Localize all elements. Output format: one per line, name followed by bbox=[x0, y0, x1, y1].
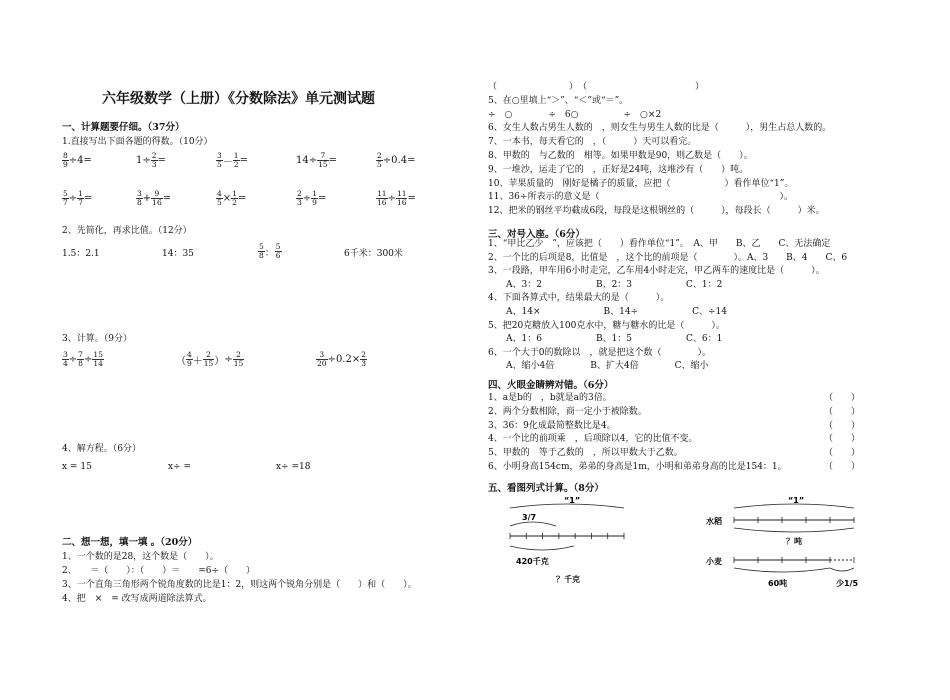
q1-rest: = bbox=[157, 155, 166, 166]
part3-heading: 三、对号入座。（6分） bbox=[488, 229, 585, 240]
part4-line-6 bbox=[488, 462, 860, 473]
part3-line-7: 5、把20克糖放入100克水中，糖与糖水的比是（ ）。 bbox=[488, 320, 725, 331]
diagram-2 bbox=[706, 494, 906, 594]
part3-line-5: 4、下面各算式中，结果最大的是（ ）。 bbox=[488, 293, 670, 304]
part5-heading: 五、看图列式计算。（8分） bbox=[488, 483, 604, 494]
q1-item-7 bbox=[136, 190, 171, 207]
q2-item-3: 6千米：300米 bbox=[344, 249, 403, 259]
q3-fraction: $\frac{15}{14}$ bbox=[93, 350, 103, 368]
q1-fraction-a: $\frac{2}{5}$ bbox=[377, 151, 382, 169]
q1-item-1 bbox=[62, 152, 92, 169]
q3-operator: ÷ bbox=[83, 354, 93, 365]
q1-fraction-a: $\frac{8}{9}$ bbox=[63, 151, 68, 169]
q3-operator: ＋ bbox=[192, 356, 203, 367]
part2-right-line-5: 7、一本书，每天看它的 ，（ ）天可以看完。 bbox=[488, 137, 697, 148]
diagram-1-fraction: 3/7 bbox=[522, 513, 537, 522]
q4-prompt: 4、解方程。（6分） bbox=[62, 444, 141, 454]
q1-fraction-a: $\frac{2}{3}$ bbox=[297, 189, 302, 207]
part4-statement: 1、a是b的 ，b就是a的3倍。 bbox=[488, 393, 612, 403]
part3-line-2: 2、一个比的后项是8，比值是 ，这个比的前项是（ ）。A、3 B、4 C、6 bbox=[488, 252, 848, 263]
diagram-2-less: 少1/5 bbox=[836, 579, 859, 588]
part4-answer-mark[interactable]: （ ） bbox=[823, 462, 860, 472]
q2-item-1: 1.5：2.1 bbox=[62, 249, 100, 259]
q1-fraction-a: $\frac{4}{5}$ bbox=[217, 189, 222, 207]
q1-prefix: 1÷ bbox=[136, 155, 151, 166]
q1-operator: － bbox=[222, 157, 233, 168]
q1-operator: ÷ bbox=[68, 193, 78, 204]
diagram-2-unit: “1” bbox=[788, 496, 805, 505]
q3-fraction: $\frac{4}{9}$ bbox=[187, 350, 192, 368]
q1-fraction-a: $\frac{7}{15}$ bbox=[318, 151, 328, 169]
q1-item-8 bbox=[216, 190, 246, 207]
q3-expression-1 bbox=[62, 351, 104, 368]
q1-fraction-a: $\frac{2}{3}$ bbox=[151, 151, 157, 169]
part2-right-line-3: ÷ ○ ÷ 6○ ÷ ○×2 bbox=[488, 109, 662, 120]
q1-item-4 bbox=[296, 152, 337, 169]
q1-item-3 bbox=[216, 152, 248, 169]
part4-answer-mark[interactable]: （ ） bbox=[823, 393, 860, 403]
q1-fraction-b: $\frac{1}{2}$ bbox=[233, 151, 239, 169]
part4-statement: 4、一个比的前项乘 ，后项除以4，它的比值不变。 bbox=[488, 434, 698, 445]
part3-line-4: A、3：2 B、2：3 C、1：2 bbox=[488, 279, 723, 290]
q1-fraction-b: $\frac{9}{16}$ bbox=[152, 189, 162, 207]
q1-item-9 bbox=[296, 190, 326, 207]
part4-statement: 2、两个分数相除，商一定小于被除数。 bbox=[488, 406, 647, 417]
part2-right-line-10: 12、把米的钢丝平均截成6段，每段是这根钢丝的（ ），每段长（ ）米。 bbox=[488, 206, 825, 217]
q1-prefix: 14÷ bbox=[296, 155, 318, 166]
diagram-1-unit: “1” bbox=[564, 496, 581, 505]
part4-line-5 bbox=[488, 448, 860, 459]
q1-fraction-a: $\frac{3}{8}$ bbox=[137, 189, 142, 207]
part2-line-2: 2、 ＝（ ）：（ ）＝ =6÷（ ） bbox=[62, 566, 256, 576]
part2-line-1: 1、一个数的是28，这个数是（ ）。 bbox=[62, 552, 219, 562]
q1-rest: = bbox=[237, 193, 247, 204]
q1-item-5 bbox=[376, 152, 415, 169]
part4-answer-mark[interactable]: （ ） bbox=[823, 420, 860, 431]
part3-line-6: A、14× B、14÷ C、÷14 bbox=[488, 307, 727, 317]
q1-fraction-b: $\frac{1}{9}$ bbox=[312, 189, 317, 207]
part4-statement: 3、36：9化成最简整数比是4。 bbox=[488, 420, 616, 431]
q1-operator: + bbox=[142, 193, 152, 204]
q3-fraction: $\frac{3}{20}$ bbox=[317, 350, 327, 368]
q1-operator: × bbox=[222, 193, 232, 204]
q3-expression-2 bbox=[176, 351, 244, 368]
q1-rest: ÷4= bbox=[68, 155, 92, 166]
diagram-1 bbox=[506, 494, 646, 594]
part3-line-1: 1、“甲比乙少 ”，应该把（ ）看作单位“1”。 A、甲 B、乙 C、无法确定 bbox=[488, 239, 831, 249]
part3-line-10: A、缩小4倍 B、扩大4倍 C、缩小 bbox=[488, 361, 709, 372]
q1-item-2 bbox=[136, 152, 166, 169]
part4-line-1 bbox=[488, 393, 860, 404]
part2-right-line-2: 5、在○里填上“＞”、“＜”或“＝”。 bbox=[488, 95, 629, 106]
q1-operator: ÷ bbox=[387, 193, 396, 204]
q3-operator: ÷ bbox=[224, 354, 233, 365]
diagram-2-amount: 60吨 bbox=[768, 579, 788, 588]
q4-item-1: x = 15 bbox=[62, 462, 92, 472]
q3-paren: ） bbox=[214, 356, 225, 367]
q1-fraction-b: $\frac{1}{7}$ bbox=[78, 189, 83, 207]
q3-fraction: $\frac{2}{15}$ bbox=[233, 350, 244, 368]
q1-fraction-b: $\frac{11}{16}$ bbox=[396, 189, 407, 207]
part4-statement: 6、小明身高154cm，弟弟的身高是1m，小明和弟弟身高的比是154：1。 bbox=[488, 462, 787, 472]
part2-right-line-8: 10、苹果质量的 刚好是橘子的质量，应把（ ）看作单位“1”。 bbox=[488, 178, 794, 189]
q1-item-10 bbox=[376, 190, 416, 207]
q4-item-3: x÷ =18 bbox=[276, 462, 311, 472]
q2-fraction-b: $\frac{5}{6}$ bbox=[275, 242, 281, 260]
q2-prompt: 2、先简化，再求比值。（12分） bbox=[62, 226, 192, 236]
part3-line-9: 6、一个大于0的数除以 ，就是把这个数（ ）。 bbox=[488, 347, 711, 358]
part2-right-line-6: 8、甲数的 与乙数的 相等。如果甲数是90，则乙数是（ ）。 bbox=[488, 151, 753, 161]
q1-rest: ÷0.4= bbox=[382, 155, 416, 166]
q3-fraction: $\frac{2}{3}$ bbox=[361, 350, 367, 368]
q1-fraction-a: $\frac{3}{5}$ bbox=[217, 151, 222, 169]
q3-decimal: 0.2× bbox=[335, 354, 361, 365]
part2-line-3: 3、一个直角三角形两个锐角度数的比是1：2，则这两个锐角分别是（ ）和（ ）。 bbox=[62, 580, 417, 590]
diagram-2-label-rice: 水稻 bbox=[706, 517, 722, 526]
q2-fraction-a: $\frac{5}{8}$ bbox=[259, 242, 264, 260]
q1-rest: = bbox=[162, 193, 172, 204]
part4-line-2 bbox=[488, 407, 860, 418]
part4-answer-mark[interactable]: （ ） bbox=[823, 434, 860, 445]
part2-heading: 二、想一想，填一填 。（20分） bbox=[62, 537, 198, 548]
part2-right-line-7: 9、一堆沙，运走了它的 ，正好是24吨，这堆沙有（ ）吨。 bbox=[488, 164, 749, 175]
part4-answer-mark[interactable]: （ ） bbox=[823, 406, 860, 417]
diagram-1-ask: ？千克 bbox=[556, 575, 580, 584]
part3-line-3: 3、一段路，甲车用6小时走完，乙车用4小时走完，甲乙两车的速度比是（ ）。 bbox=[488, 266, 825, 277]
part2-right-line-9: 11、36÷所表示的意义是（ ）。 bbox=[488, 192, 793, 203]
q3-expression-3 bbox=[316, 351, 367, 368]
q3-fraction: $\frac{3}{4}$ bbox=[63, 350, 68, 368]
q1-rest: = bbox=[407, 193, 416, 204]
q3-operator: ÷ bbox=[327, 354, 336, 365]
q3-fraction: $\frac{7}{8}$ bbox=[78, 350, 83, 368]
q1-operator: ÷ bbox=[302, 193, 312, 204]
part4-line-3 bbox=[488, 421, 860, 432]
part4-answer-mark[interactable]: （ ） bbox=[823, 448, 860, 459]
part2-line-4: 4、把 × = 改写成两道除法算式。 bbox=[62, 594, 212, 604]
q1-fraction-a: $\frac{5}{7}$ bbox=[63, 189, 68, 207]
q1-fraction-b: $\frac{1}{2}$ bbox=[232, 189, 237, 207]
part1-heading: 一、计算题要仔细。（37分） bbox=[62, 122, 185, 133]
q3-prompt: 3、计算。（9分） bbox=[62, 334, 132, 344]
q3-operator: ÷ bbox=[68, 354, 78, 365]
q2-item-fraction bbox=[258, 243, 282, 260]
q3-paren: （ bbox=[176, 356, 186, 367]
part2-right-line-4: 6、女生人数占男生人数的 ，则女生与男生人数的比是（ ），男生占总人数的。 bbox=[488, 123, 832, 134]
diagram-2-label-wheat: 小麦 bbox=[706, 557, 722, 566]
diagram-1-amount: 420千克 bbox=[516, 557, 549, 566]
q1-fraction-a: $\frac{11}{16}$ bbox=[377, 189, 387, 207]
q3-fraction: $\frac{2}{15}$ bbox=[203, 350, 214, 368]
part4-statement: 5、甲数的 等于乙数的 ，所以甲数大于乙数。 bbox=[488, 448, 683, 459]
q2-item-2: 14：35 bbox=[162, 249, 194, 259]
q2-colon: ： bbox=[264, 248, 275, 259]
part3-line-8: A、1：6 B、1：5 C、6：1 bbox=[488, 334, 723, 345]
part4-line-4 bbox=[488, 434, 860, 445]
page-title: 六年级数学（上册）《分数除法》单元测试题 bbox=[102, 91, 375, 107]
part4-heading: 四、火眼金睛辨对错。（6分） bbox=[488, 380, 614, 391]
q1-rest: = bbox=[328, 155, 338, 166]
diagram-2-ask: ？吨 bbox=[786, 537, 802, 546]
q1-item-6 bbox=[62, 190, 92, 207]
part2-right-line-1: （ ） （ ） bbox=[488, 82, 705, 92]
q1-rest: = bbox=[239, 155, 248, 166]
q1-rest: = bbox=[317, 193, 327, 204]
q4-item-2: x÷ = bbox=[168, 462, 192, 472]
q1-prompt: 1.直接写出下面各题的得数。（10分） bbox=[62, 137, 213, 147]
q1-rest: = bbox=[83, 193, 93, 204]
